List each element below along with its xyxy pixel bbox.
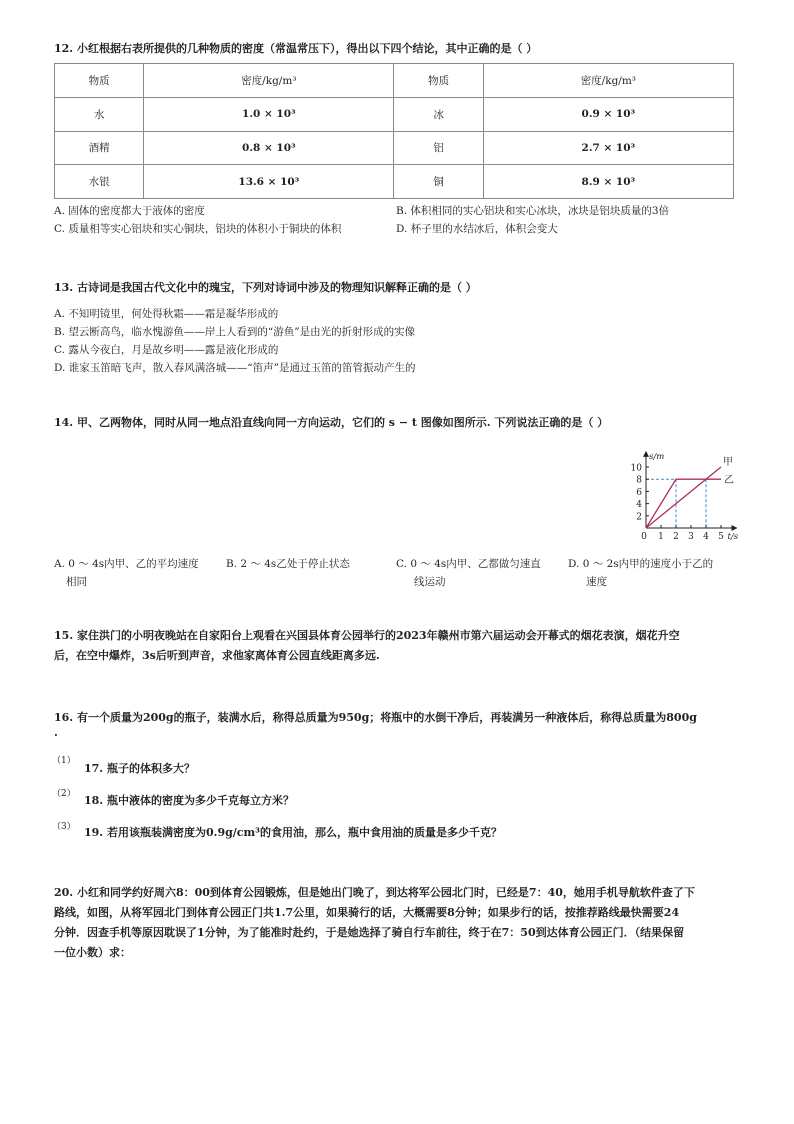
q12-stem: 12. 小红根据右表所提供的几种物质的密度（常温常压下），得出以下四个结论，其中正确的是（ ） <box>54 42 538 55</box>
q15-line2: 后，在空中爆炸，3s后听到声音，求他家离体育公园直线距离多远. <box>54 649 380 662</box>
series-line-yi <box>646 479 721 528</box>
sub-question-number: （2） <box>52 789 76 799</box>
table-row <box>55 131 734 165</box>
table-cell: 2.7 × 10³ <box>483 131 733 165</box>
table-cell: 1.0 × 10³ <box>144 97 394 131</box>
table-cell: 水银 <box>55 165 144 199</box>
q20-line1: 20. 小红和同学约好周六8：00到体育公园锻炼，但是她出门晚了，到达将军公园北门时，已经是7：40，她用手机导航软件查了下 <box>54 886 695 899</box>
series-label-yi: 乙 <box>724 475 734 487</box>
y-tick-label: 10 <box>630 463 642 474</box>
sub-question-number: （3） <box>52 822 76 832</box>
table-cell: 13.6 × 10³ <box>144 165 394 199</box>
q20-line3: 分钟．因查手机等原因耽误了1分钟，为了能准时赴约，于是她选择了骑自行车前往，终于在7：50到达体育公园正门．（结果保留 <box>54 926 685 939</box>
q12-option-d[interactable]: D. 杯子里的水结冰后，体积会变大 <box>396 223 558 235</box>
table-header: 密度/kg/m³ <box>483 64 733 98</box>
sub-question-17: 17. 瓶子的体积多大？ <box>84 762 195 775</box>
y-tick-label: 4 <box>636 500 642 511</box>
q13-option-a[interactable]: A. 不知明镜里，何处得秋霜——霜是凝华形成的 <box>54 308 279 320</box>
sub-question-18: 18. 瓶中液体的密度为多少千克每立方米？ <box>84 794 294 807</box>
q20-line2: 路线，如图，从将军园北门到体育公园正门共1.7公里，如果骑行的话，大概需要8分钟；如果步行的话，按推荐路线最快需要24 <box>54 906 680 919</box>
x-axis-arrow <box>732 525 738 531</box>
table-cell: 8.9 × 10³ <box>483 165 733 199</box>
table-cell: 酒精 <box>55 131 144 165</box>
q12-option-c[interactable]: C. 质量相等实心铝块和实心铜块，铝块的体积小于铜块的体积 <box>54 223 342 235</box>
table-cell: 冰 <box>394 97 483 131</box>
q20-line4: 一位小数）求： <box>54 946 131 959</box>
q14-option-c-line2: 线运动 <box>414 576 446 588</box>
table-cell: 铜 <box>394 165 483 199</box>
x-tick-label: 3 <box>688 532 694 542</box>
q13-option-c[interactable]: C. 露从今夜白，月是故乡明——露是液化形成的 <box>54 344 279 356</box>
x-tick-label: 2 <box>673 532 679 542</box>
q15-line1: 15. 家住洪门的小明夜晚站在自家阳台上观看在兴国县体育公园举行的2023年赣州市第六届运动会开幕式的烟花表演，烟花升空 <box>54 629 680 642</box>
y-tick-label: 6 <box>636 487 642 498</box>
q12-option-a[interactable]: A. 固体的密度都大于液体的密度 <box>54 205 205 217</box>
y-tick-label: 8 <box>636 475 642 486</box>
table-cell: 铝 <box>394 131 483 165</box>
density-table <box>54 63 734 199</box>
table-header-row <box>55 64 734 98</box>
x-axis-label: t/s <box>727 532 739 542</box>
x-tick-label: 4 <box>703 532 709 542</box>
table-row <box>55 97 734 131</box>
sub-question-number: （1） <box>52 756 76 766</box>
q16-line1: 16. 有一个质量为200g的瓶子，装满水后，称得总质量为950g；将瓶中的水倒干净后，再装满另一种液体后，称得总质量为800g <box>54 711 697 724</box>
q14-option-a-line2: 相同 <box>66 576 87 588</box>
q12-option-b[interactable]: B. 体积相同的实心铝块和实心冰块，冰块是铝块质量的3倍 <box>396 205 670 217</box>
series-label-jia: 甲 <box>723 457 733 468</box>
q16-line2: . <box>54 726 58 739</box>
x-tick-label: 1 <box>658 532 664 542</box>
q13-option-d[interactable]: D. 谁家玉笛暗飞声，散入春风满洛城——“笛声”是通过玉笛的笛管振动产生的 <box>54 362 416 374</box>
q14-option-c-line1[interactable]: C. 0 ～ 4s内甲、乙都做匀速直 <box>396 558 541 570</box>
q13-option-b[interactable]: B. 望云断高鸟，临水愧游鱼——岸上人看到的“游鱼”是由光的折射形成的实像 <box>54 326 416 338</box>
series-line-jia <box>646 467 721 528</box>
y-axis-label: s/m <box>649 451 665 462</box>
table-cell: 水 <box>55 97 144 131</box>
table-cell: 0.8 × 10³ <box>144 131 394 165</box>
table-header: 物质 <box>394 64 483 98</box>
q14-option-a-line1[interactable]: A. 0 ～ 4s内甲、乙的平均速度 <box>54 558 199 570</box>
q14-option-d-line2: 速度 <box>586 576 607 588</box>
table-cell: 0.9 × 10³ <box>483 97 733 131</box>
x-tick-label: 5 <box>718 532 724 542</box>
q14-stem: 14. 甲、乙两物体，同时从同一地点沿直线向同一方向运动，它们的 s − t 图像如图所示. 下列说法正确的是（ ） <box>54 416 609 429</box>
table-header: 密度/kg/m³ <box>144 64 394 98</box>
s-t-graph <box>628 432 758 544</box>
q13-stem: 13. 古诗词是我国古代文化中的瑰宝，下列对诗词中涉及的物理知识解释正确的是（ ） <box>54 281 477 294</box>
q14-option-d-line1[interactable]: D. 0 ～ 2s内甲的速度小于乙的 <box>568 558 714 570</box>
table-header: 物质 <box>55 64 144 98</box>
sub-question-19: 19. 若用该瓶装满密度为0.9g/cm³的食用油，那么，瓶中食用油的质量是多少千克？ <box>84 826 502 839</box>
y-tick-label: 2 <box>636 512 642 523</box>
table-row <box>55 165 734 199</box>
x-tick-label: 0 <box>641 532 647 542</box>
q14-option-b[interactable]: B. 2 ～ 4s乙处于停止状态 <box>226 558 350 570</box>
